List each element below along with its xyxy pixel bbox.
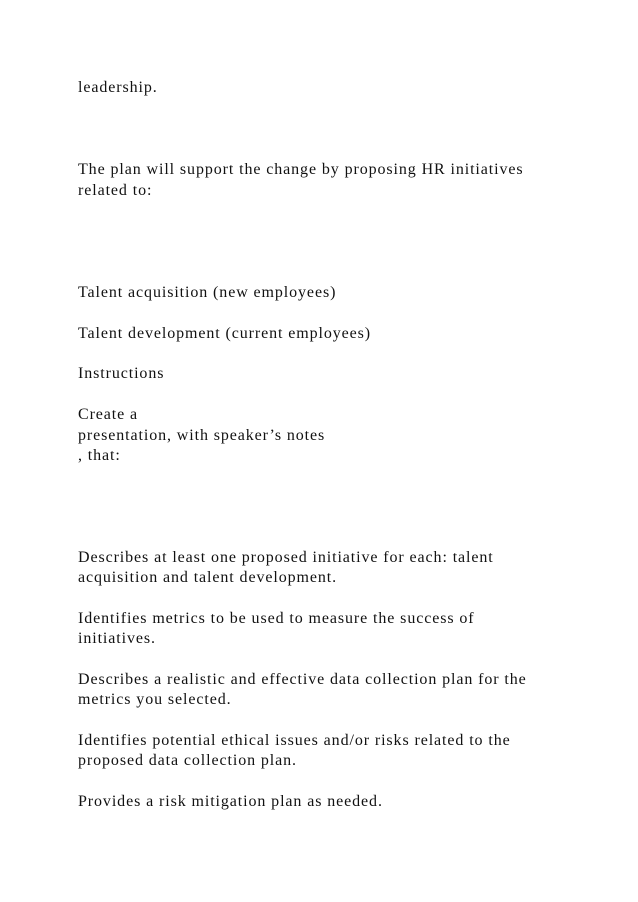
text-line-talent-development: Talent development (current employees) — [78, 325, 371, 342]
section-heading-instructions: Instructions — [78, 365, 165, 382]
text-line-describes-data-plan: Describes a realistic and effective data collection plan for the — [78, 671, 527, 688]
text-line-plan-support: The plan will support the change by proposing HR initiatives — [78, 161, 524, 178]
text-line-that: , that: — [78, 447, 121, 464]
text-line-identifies-ethical: Identifies potential ethical issues and/or risks related to the — [78, 732, 511, 749]
text-line-proposed-data-plan: proposed data collection plan. — [78, 752, 297, 769]
text-line-risk-mitigation: Provides a risk mitigation plan as needed. — [78, 793, 383, 810]
text-line-initiatives: initiatives. — [78, 630, 156, 647]
text-line-leadership: leadership. — [78, 79, 158, 96]
text-line-create-a: Create a — [78, 406, 139, 423]
text-line-describes-initiative: Describes at least one proposed initiative for each: talent — [78, 549, 494, 566]
text-line-acquisition-development: acquisition and talent development. — [78, 569, 337, 586]
text-line-metrics-selected: metrics you selected. — [78, 691, 232, 708]
text-line-presentation: presentation, with speaker’s notes — [78, 427, 326, 444]
text-line-identifies-metrics: Identifies metrics to be used to measure the success of — [78, 610, 475, 627]
text-line-related-to: related to: — [78, 182, 153, 199]
text-line-talent-acquisition: Talent acquisition (new employees) — [78, 284, 337, 301]
